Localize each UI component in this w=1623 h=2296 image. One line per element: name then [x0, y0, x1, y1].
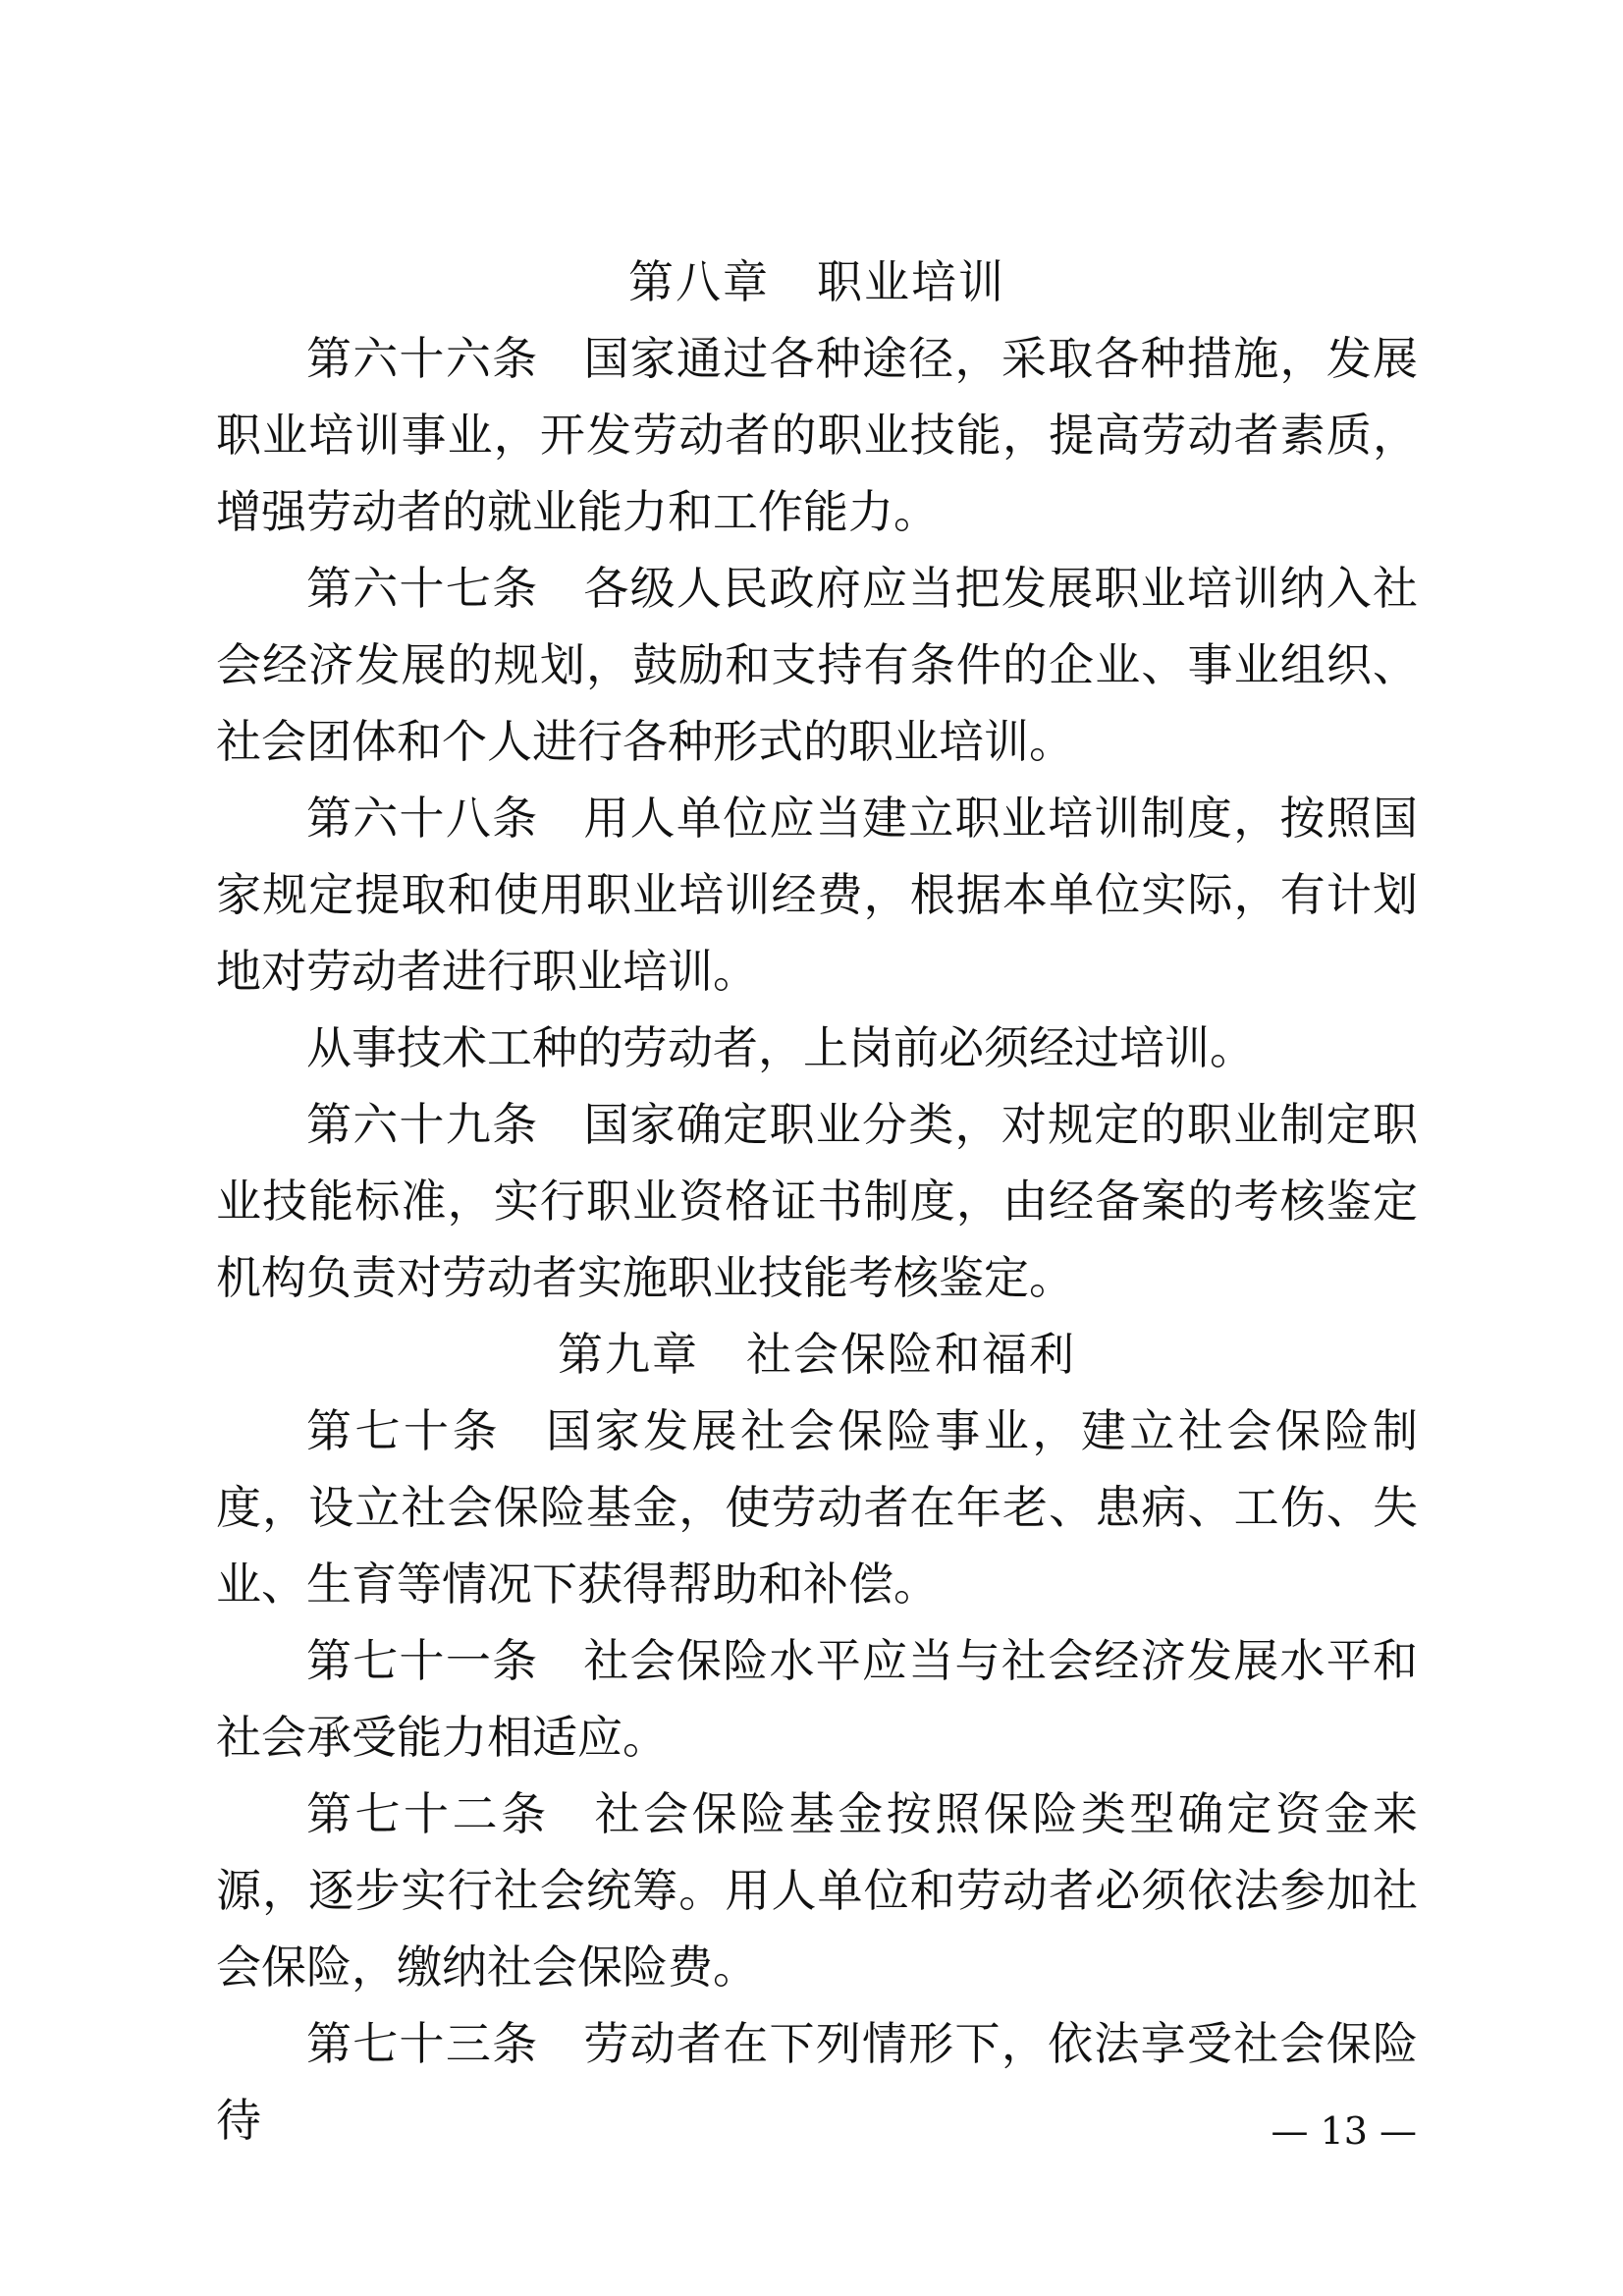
article-label: 第六十六条	[306, 332, 539, 385]
article-text: 社会保险基金按照保险类型确定资金来源，逐步实行社会统筹。用人单位和劳动者必须依法参加社会保险，缴纳社会保险费。	[216, 1787, 1419, 1994]
article-text: 从事技术工种的劳动者，上岗前必须经过培训。	[306, 1021, 1255, 1074]
page-number: — 13 —	[1271, 2109, 1417, 2153]
article-label: 第七十三条	[306, 2017, 539, 2070]
article-text: 社会保险水平应当与社会经济发展水平和社会承受能力相适应。	[216, 1634, 1419, 1764]
article-72	[216, 1776, 1418, 2005]
article-label: 第六十七条	[306, 562, 539, 615]
article-text: 劳动者在下列情形下，依法享受社会保险待	[216, 2017, 1419, 2147]
article-66	[216, 320, 1418, 550]
article-label: 第七十条	[306, 1404, 502, 1457]
article-label: 第六十九条	[306, 1098, 539, 1151]
chapter-title-9: 第九章 社会保险和福利	[558, 1328, 1076, 1381]
article-69	[216, 1086, 1418, 1316]
article-68-paragraph-2	[216, 1010, 1418, 1086]
article-label: 第六十八条	[306, 792, 539, 845]
article-text: 国家发展社会保险事业，建立社会保险制度，设立社会保险基金，使劳动者在年老、患病、工伤、失业、生育等情况下获得帮助和补偿。	[216, 1404, 1419, 1611]
article-70	[216, 1393, 1418, 1622]
article-71	[216, 1622, 1418, 1776]
article-67	[216, 550, 1418, 780]
chapter-title-8: 第八章 职业培训	[628, 255, 1005, 308]
article-label: 第七十一条	[306, 1634, 539, 1687]
article-73	[216, 2005, 1418, 2159]
article-label: 第七十二条	[306, 1787, 550, 1840]
article-text: 国家确定职业分类，对规定的职业制定职业技能标准，实行职业资格证书制度，由经备案的考核鉴定机构负责对劳动者实施职业技能考核鉴定。	[216, 1098, 1419, 1304]
article-text: 各级人民政府应当把发展职业培训纳入社会经济发展的规划，鼓励和支持有条件的企业、事业组织、社会团体和个人进行各种形式的职业培训。	[216, 562, 1419, 768]
article-text: 用人单位应当建立职业培训制度，按照国家规定提取和使用职业培训经费，根据本单位实际，有计划地对劳动者进行职业培训。	[216, 792, 1419, 998]
article-text: 国家通过各种途径，采取各种措施，发展职业培训事业，开发劳动者的职业技能，提高劳动者素质，增强劳动者的就业能力和工作能力。	[216, 332, 1419, 538]
document-body	[216, 244, 1418, 2159]
article-68	[216, 780, 1418, 1010]
